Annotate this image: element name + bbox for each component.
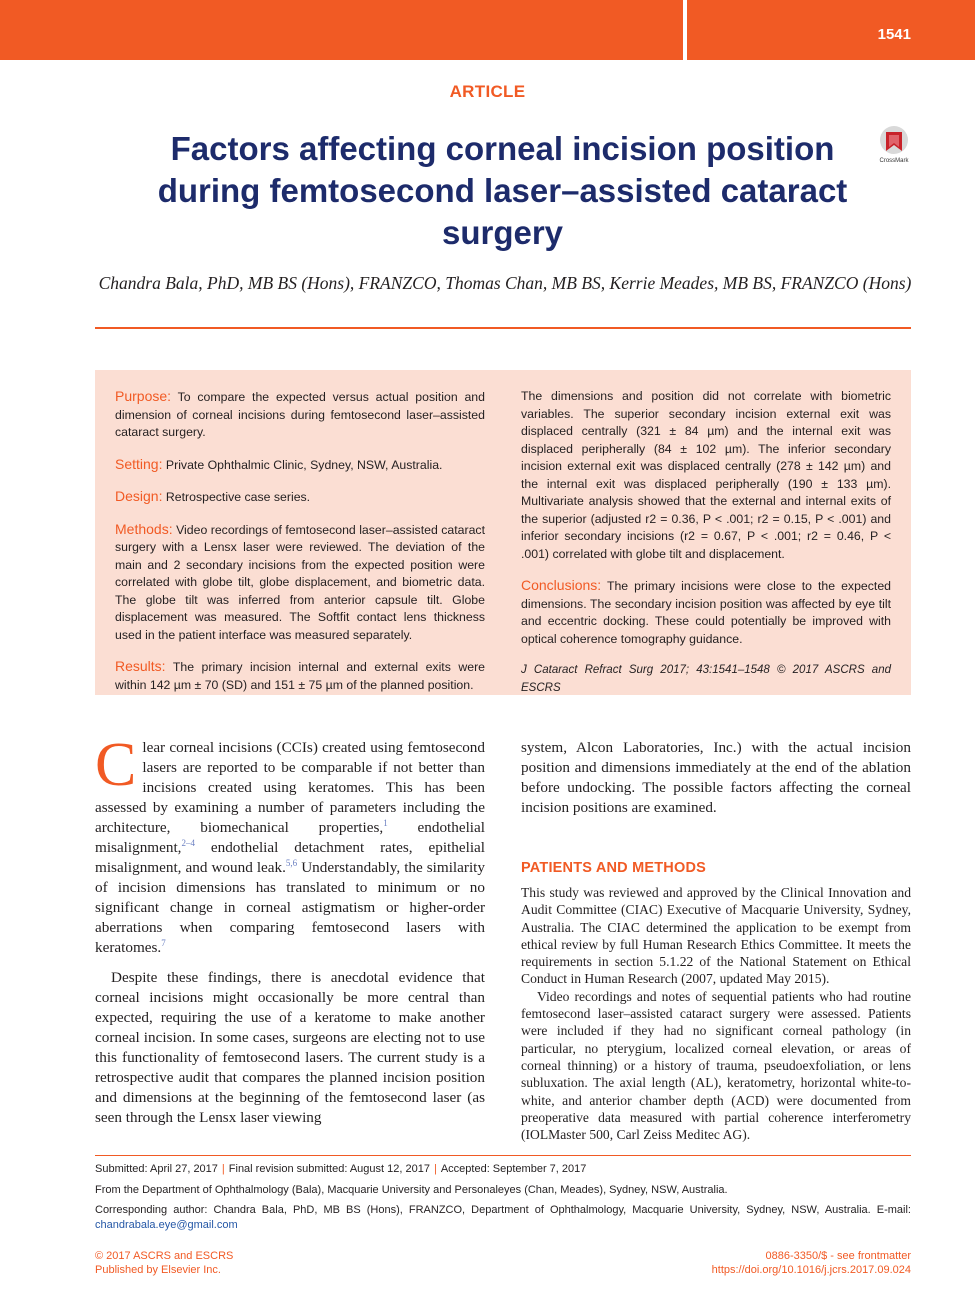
header-bar (0, 0, 975, 60)
abstract-results (115, 658, 485, 694)
abstract-column-left (115, 388, 485, 708)
copyright-line: © 2017 ASCRS and ESCRS (95, 1250, 234, 1262)
revision-date: Final revision submitted: August 12, 2017 (228, 1163, 430, 1175)
page-number: 1541 (877, 26, 911, 43)
footer-divider (95, 1155, 911, 1156)
correspondence (95, 1203, 911, 1233)
abstract-design-text: Retrospective case series. (165, 490, 311, 504)
body-column-left (95, 731, 485, 1128)
intro-paragraph-2: Despite these findings, there is anecdotal evidence that corneal incisions might occasionally be more central than expected, requiring the use of a keratome to make another corneal incision. In some cases, surgeons are electing not to use this functionality of femtosecond lasers. The current study is a retrospective audit that compares the planned incision position and dimensions at the beginning of the femtosecond laser (as seen through the Lensx laser viewing (95, 969, 485, 1126)
reference-link[interactable]: 1 (383, 817, 388, 828)
separator: | (221, 1163, 225, 1175)
drop-cap: C (95, 731, 137, 799)
copyright (95, 1249, 233, 1277)
author-list: Chandra Bala, PhD, MB BS (Hons), FRANZCO, Thomas Chan, MB BS, Kerrie Meades, MB BS, FRANZCO (Hons) (98, 273, 912, 293)
author-email-link[interactable]: chandrabala.eye@gmail.com (95, 1219, 238, 1231)
abstract-column-right (521, 388, 891, 711)
header-bar-left (0, 0, 683, 60)
abstract-design-label: Design: (115, 488, 163, 504)
article-title: Factors affecting corneal incision position during femtosecond laser–assisted cataract surgery (157, 130, 848, 251)
reference-link[interactable]: 2–4 (181, 837, 195, 848)
doi-link[interactable]: https://doi.org/10.1016/j.jcrs.2017.09.024 (711, 1264, 911, 1276)
intro-text-c: endothelial detachment rates, epithelial misalignment, and wound leak. (95, 839, 485, 876)
body-column-right (521, 738, 911, 1143)
abstract-methods (115, 521, 485, 645)
abstract-purpose (115, 388, 485, 442)
submitted-date: Submitted: April 27, 2017 (95, 1163, 218, 1175)
abstract-conclusions-text: The primary incisions were close to the expected dimensions. The secondary incision position was affected by eye tilt and eccentric docking. These could potentially be improved with optical coherence tomography guidance. (521, 579, 891, 646)
methods-paragraph-2: Video recordings and notes of sequential patients who had routine femtosecond laser–assisted cataract surgery were assessed. Patients were included if they had no significant corneal pathology (in particular, no pterygium, localized corneal elevation, or areas of corneal thinning) or a history of trauma, pseudoexfoliation, or lens subluxation. The axial length (AL), keratometry, horizontal white-to-white, and anterior chamber depth (ACD) were documented from preoperative data measured with partial coherence interferometry (IOLMaster 500, Carl Zeiss Meditec AG). (521, 988, 911, 1143)
abstract-box (95, 370, 911, 695)
reference-link[interactable]: 7 (161, 937, 166, 948)
header-bar-right (687, 0, 975, 60)
separator: | (433, 1163, 437, 1175)
methods-paragraph-1: This study was reviewed and approved by the Clinical Innovation and Audit Committee (CIAC) Executive of Macquarie University, Sydney, Australia. The CIAC determined the application to be exempt from ethical review by full Human Research Ethics Committee. It meets the requirements in section 5.1.22 of the National Statement on Ethical Conduct in Human Research (2007, updated May 2015). (521, 885, 911, 987)
correspondence-text: Corresponding author: Chandra Bala, PhD, MB BS (Hons), FRANZCO, Department of Ophthalmology, Macquarie University, Sydney, NSW, Australia. E-mail: (95, 1204, 911, 1216)
abstract-purpose-text: To compare the expected versus actual position and dimension of corneal incisions during femtosecond laser–assisted cataract surgery. (115, 390, 485, 439)
issn-doi (712, 1249, 911, 1277)
section-label: ARTICLE (449, 82, 526, 101)
journal-citation: J Cataract Refract Surg 2017; 43:1541–1548 © 2017 ASCRS and ESCRS (521, 664, 891, 694)
abstract-methods-text: Video recordings of femtosecond laser–assisted cataract surgery with a Lensx laser were reviewed. The deviation of the main and 2 secondary incisions from the expected position were correlated with globe tilt, globe displacement, and biometric data. The globe tilt was inferred from anterior capsule tilt. Globe displacement was measured. The Softfit contact lens thickness used in the patient interface was measured separately. (115, 522, 486, 642)
intro-text-a: lear corneal incisions (CCIs) created using femtosecond lasers are reported to be comparable if not better than incisions created using keratomes. This has been assessed by examining a number of parameters including the architecture, biomechanical properties, (95, 739, 485, 836)
intro-text-b: endothelial misalignment, (95, 819, 485, 856)
abstract-setting-label: Setting: (115, 455, 163, 472)
abstract-setting-text: Private Ophthalmic Clinic, Sydney, NSW, Australia. (165, 457, 443, 472)
abstract-methods-label: Methods: (115, 520, 173, 537)
crossmark-label: CrossMark (879, 158, 909, 164)
title-divider (95, 327, 911, 329)
abstract-results-text: The primary incision internal and external exits were within 142 µm ± 70 (SD) and 151 ± 75 µm of the planned position. (115, 660, 486, 692)
accepted-date: Accepted: September 7, 2017 (440, 1163, 587, 1175)
abstract-results-continued: The dimensions and position did not correlate with biometric variables. The superior secondary incision external exit was displaced centrally (321 ± 84 µm) and the internal exit was displaced peripherally (84 ± 102 µm). The inferior secondary incision external exit was displaced centrally (278 ± 142 µm) and the internal exit was displaced peripherally (190 ± 133 µm). Multivariate analysis showed that the external and internal exits of the superior (adjusted r2 = 0.36, P < .001; r2 = 0.15, P < .001) and inferior secondary incisions (r2 = 0.67, P < .001; r2 = 0.46, P < .001) correlated with globe tilt and displacement. (521, 389, 891, 561)
intro-paragraph-2-continued: system, Alcon Laboratories, Inc.) with the actual incision position and dimensions immediately at the end of the ablation before undocking. The possible factors affecting the corneal incision positions are examined. (521, 739, 911, 816)
issn-line: 0886-3350/$ - see frontmatter (765, 1250, 911, 1262)
publisher-line: Published by Elsevier Inc. (95, 1264, 221, 1276)
abstract-setting (115, 456, 485, 475)
intro-paragraph-1 (95, 731, 485, 958)
abstract-conclusions-label: Conclusions: (521, 577, 602, 593)
abstract-conclusions (521, 577, 891, 648)
abstract-purpose-label: Purpose: (115, 388, 172, 404)
abstract-results-label: Results: (115, 658, 166, 674)
submission-dates (95, 1162, 911, 1177)
crossmark-icon[interactable] (877, 124, 911, 164)
abstract-design (115, 488, 485, 507)
affiliation: From the Department of Ophthalmology (Bala), Macquarie University and Personaleyes (Chan, Meades), Sydney, NSW, Australia. (95, 1184, 728, 1196)
intro-text-d: Understandably, the similarity of incision dimensions has translated to minimum or no significant change in corneal astigmatism or higher-order aberrations when comparing femtosecond lasers with keratomes. (95, 859, 485, 956)
section-heading-methods: PATIENTS AND METHODS (521, 860, 706, 876)
reference-link[interactable]: 5,6 (285, 857, 298, 868)
